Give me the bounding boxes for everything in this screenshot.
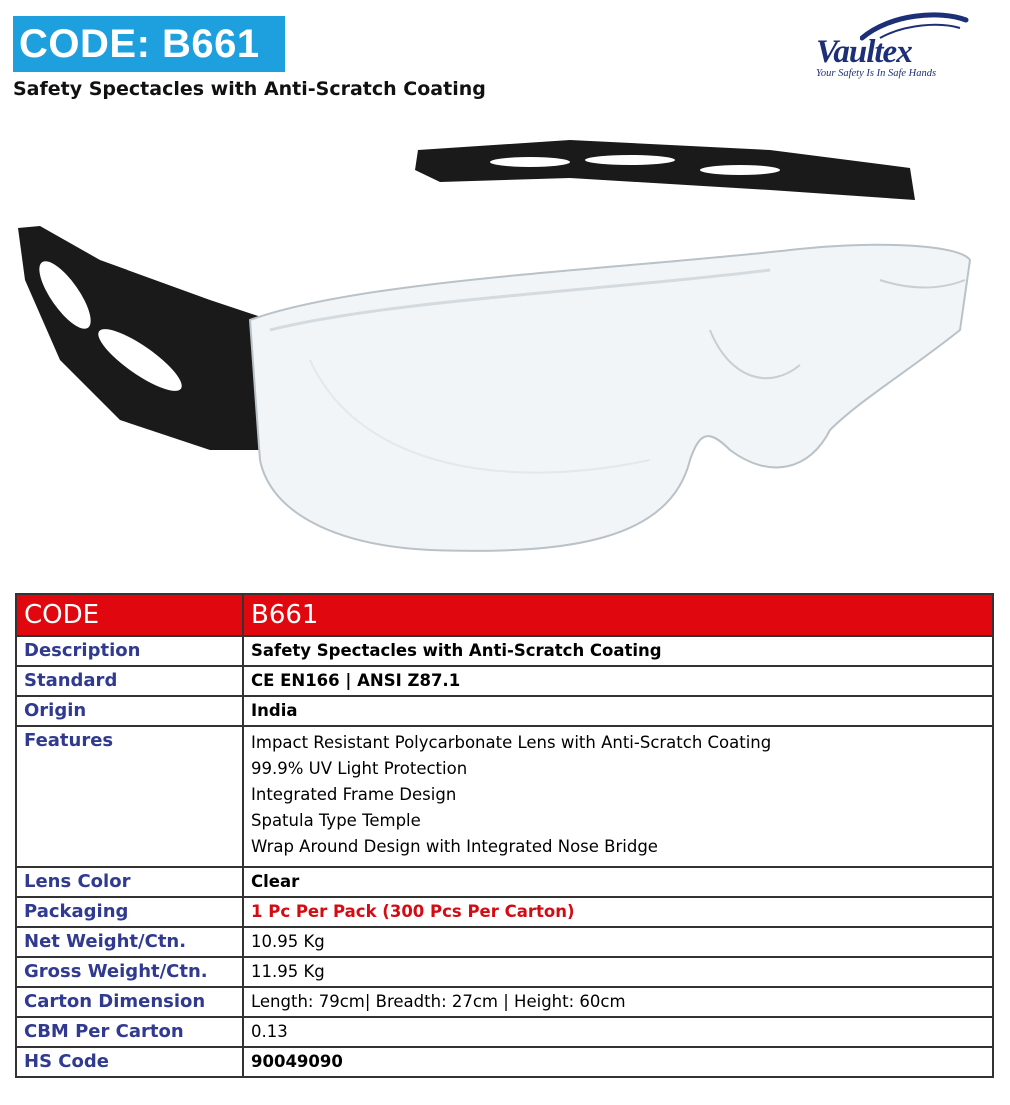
gross-weight-value: 11.95 Kg xyxy=(243,957,993,987)
product-subtitle: Safety Spectacles with Anti-Scratch Coating xyxy=(13,78,486,100)
origin-label: Origin xyxy=(16,696,243,726)
gross-weight-label: Gross Weight/Ctn. xyxy=(16,957,243,987)
net-weight-label: Net Weight/Ctn. xyxy=(16,927,243,957)
feature-item: Wrap Around Design with Integrated Nose Bridge xyxy=(251,837,658,856)
cbm-value: 0.13 xyxy=(243,1017,993,1047)
table-header-row xyxy=(16,594,993,636)
packaging-value: 1 Pc Per Pack (300 Pcs Per Carton) xyxy=(243,897,993,927)
table-row xyxy=(16,897,993,927)
table-row xyxy=(16,726,993,867)
lens-color-label: Lens Color xyxy=(16,867,243,897)
table-row xyxy=(16,636,993,666)
code-label: CODE xyxy=(16,594,243,636)
packaging-label: Packaging xyxy=(16,897,243,927)
carton-dimension-label: Carton Dimension xyxy=(16,987,243,1017)
safety-glasses-image xyxy=(10,130,980,570)
lens-color-value: Clear xyxy=(243,867,993,897)
feature-item: Spatula Type Temple xyxy=(251,811,421,830)
net-weight-value: 10.95 Kg xyxy=(243,927,993,957)
hs-code-label: HS Code xyxy=(16,1047,243,1077)
logo-wordmark: Vaultex xyxy=(816,34,912,70)
feature-item: 99.9% UV Light Protection xyxy=(251,759,468,778)
hs-code-value: 90049090 xyxy=(243,1047,993,1077)
standard-label: Standard xyxy=(16,666,243,696)
carton-dimension-value: Length: 79cm| Breadth: 27cm | Height: 60cm xyxy=(243,987,993,1017)
product-code-banner: CODE: B661 xyxy=(13,16,285,72)
origin-value: India xyxy=(243,696,993,726)
table-row xyxy=(16,867,993,897)
description-value: Safety Spectacles with Anti-Scratch Coating xyxy=(243,636,993,666)
table-row xyxy=(16,666,993,696)
specification-table xyxy=(15,593,994,1078)
features-list xyxy=(243,726,993,867)
cbm-label: CBM Per Carton xyxy=(16,1017,243,1047)
features-label: Features xyxy=(16,726,243,867)
feature-item: Integrated Frame Design xyxy=(251,785,457,804)
description-label: Description xyxy=(16,636,243,666)
feature-item: Impact Resistant Polycarbonate Lens with Anti-Scratch Coating xyxy=(251,733,772,752)
standard-value: CE EN166 | ANSI Z87.1 xyxy=(243,666,993,696)
table-row xyxy=(16,1047,993,1077)
table-row xyxy=(16,927,993,957)
table-row xyxy=(16,957,993,987)
vaultex-logo xyxy=(808,12,998,84)
code-value: B661 xyxy=(243,594,993,636)
logo-tagline: Your Safety Is In Safe Hands xyxy=(816,68,937,79)
table-row xyxy=(16,696,993,726)
table-row xyxy=(16,987,993,1017)
table-row xyxy=(16,1017,993,1047)
